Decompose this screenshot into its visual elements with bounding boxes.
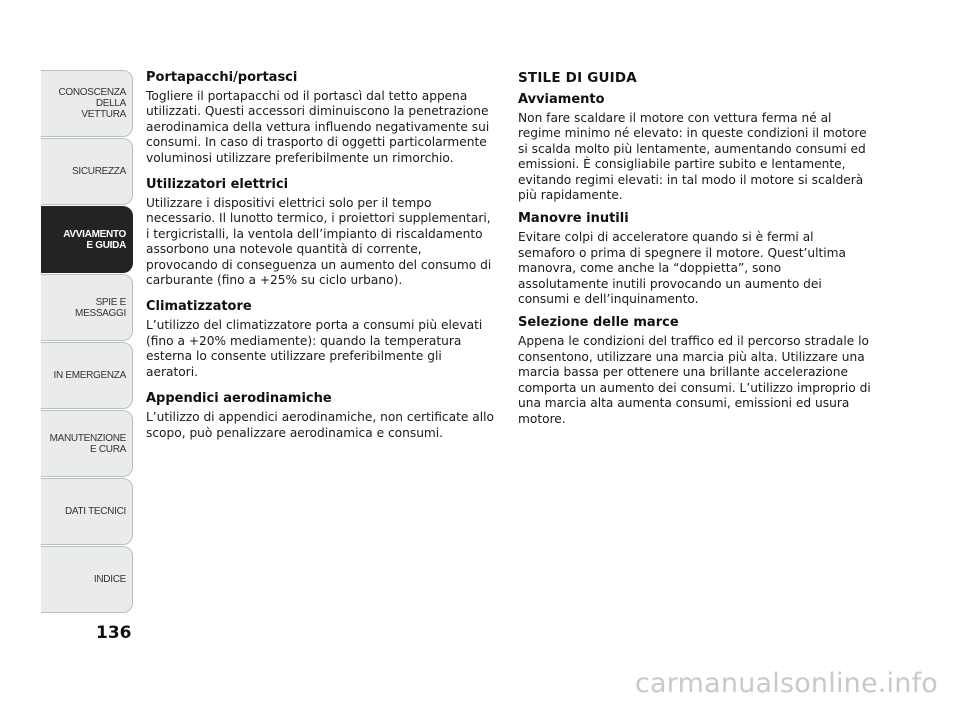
left-column	[146, 70, 496, 452]
section-avviamento	[518, 92, 873, 203]
section-heading: Climatizzatore	[146, 299, 252, 315]
section-text: Evitare colpi di acceleratore quando si è fermi al semaforo o prima di spegnere il motore. Quest’ultima manovra, come anche la “doppietta”, sono assolutamente inutili provocando un aumento dei consumi e dell’inquinamento.	[518, 230, 846, 307]
tab-in-emergenza[interactable]: IN EMERGENZA	[41, 342, 133, 409]
section-heading: Selezione delle marce	[518, 315, 679, 331]
section-manovre-inutili	[518, 211, 873, 307]
section-text: Togliere il portapacchi od il portascì dal tetto appena utilizzati. Questi accessori diminuiscono la penetrazione aerodinamica della vettura influendo negativamente sui consumi. In caso di trasporto di oggetti particolarmente voluminosi utilizzare preferibilmente un rimorchio.	[146, 89, 490, 165]
chapter-section-title: STILE DI GUIDA	[518, 70, 637, 86]
tab-manutenzione-e-cura[interactable]: MANUTENZIONE E CURA	[41, 410, 133, 477]
section-text: L’utilizzo di appendici aerodinamiche, non certificate allo scopo, può penalizzare aerodinamica e consumi.	[146, 410, 494, 440]
section-selezione-delle-marce	[518, 315, 873, 426]
chapter-tabs	[41, 70, 133, 614]
section-heading: Appendici aerodinamiche	[146, 391, 332, 407]
tab-spie-e-messaggi[interactable]: SPIE E MESSAGGI	[41, 274, 133, 341]
page-number: 136	[96, 623, 132, 643]
section-portapacchi	[146, 70, 496, 166]
right-column	[518, 70, 873, 435]
section-appendici-aerodinamiche	[146, 391, 496, 441]
section-text: Utilizzare i dispositivi elettrici solo per il tempo necessario. Il lunotto termico, i proiettori supplementari, i tergicristalli, la ventola dell’impianto di riscaldamento assorbono una notevole quantità di corrente, provocando di conseguenza un aumento del consumo di carburante (fino a +25% su ciclo urbano).	[146, 196, 492, 288]
tab-avviamento-e-guida[interactable]: AVVIAMENTO E GUIDA	[41, 206, 133, 273]
section-utilizzatori-elettrici	[146, 177, 496, 288]
section-heading: Avviamento	[518, 92, 605, 107]
section-heading: Manovre inutili	[518, 211, 629, 227]
section-climatizzatore	[146, 299, 496, 380]
section-text: Non fare scaldare il motore con vettura ferma né al regime minimo né elevato: in queste condizioni il motore si scalda molto più lentamente, aumentando consumi ed emissioni. È consigliabile partire subito e lentamente, evitando regimi elevati: in tal modo il motore si scalderà più rapidamente.	[518, 111, 867, 203]
section-heading: Utilizzatori elettrici	[146, 177, 289, 193]
section-text: Appena le condizioni del traffico ed il percorso stradale lo consentono, utilizzare una marcia più alta. Utilizzare una marcia bassa per ottenere una brillante accelerazione comporta un aumento dei consumi. L’utilizzo improprio di una marcia alta aumenta consumi, emissioni ed usura motore.	[518, 334, 871, 426]
tab-dati-tecnici[interactable]: DATI TECNICI	[41, 478, 133, 545]
section-text: L’utilizzo del climatizzatore porta a consumi più elevati (fino a +20% mediamente): quando la temperatura esterna lo consente utilizzare preferibilmente gli aeratori.	[146, 318, 483, 379]
tab-indice[interactable]: INDICE	[41, 546, 133, 613]
tab-conoscenza-della-vettura[interactable]: CONOSCENZA DELLA VETTURA	[41, 70, 133, 137]
watermark: carmanualsonline.info	[635, 668, 938, 699]
section-heading: Portapacchi/portasci	[146, 70, 298, 85]
tab-sicurezza[interactable]: SICUREZZA	[41, 138, 133, 205]
